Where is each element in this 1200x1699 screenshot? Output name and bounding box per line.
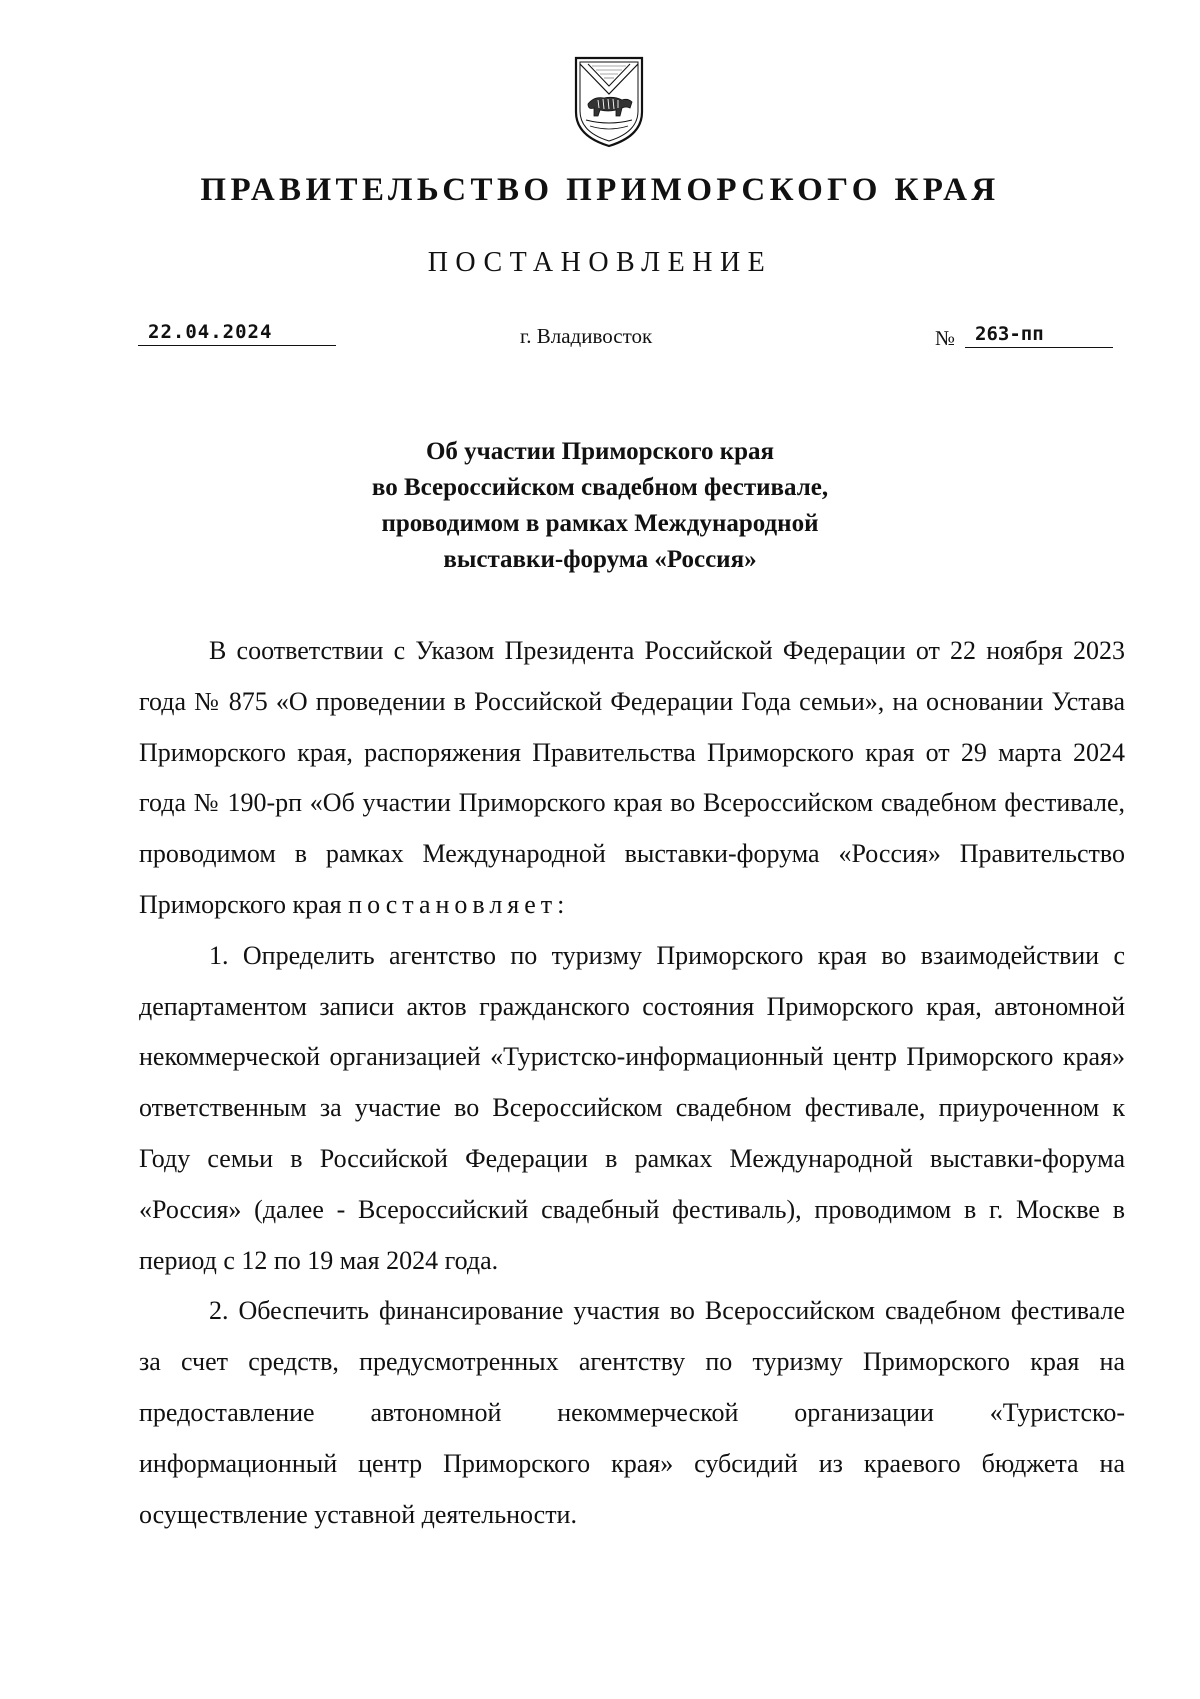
document-type: ПОСТАНОВЛЕНИЕ xyxy=(427,247,773,278)
document-number-field xyxy=(935,322,1115,348)
preamble-paragraph xyxy=(139,626,1125,931)
item-paragraph: 2. Обеспечить финансирование участия во Всероссийском свадебном фестивале за счет средств, предусмотренных агентству по туризму Приморского края на предоставление автономной некоммерческой организации «Туристско-информационный центр Приморского края» субсидий из краевого бюджета на осуществление уставной деятельности. xyxy=(139,1296,1125,1529)
number-sign: № xyxy=(935,326,956,350)
document-body xyxy=(139,626,1125,1540)
organization-title: ПРАВИТЕЛЬСТВО ПРИМОРСКОГО КРАЯ xyxy=(200,172,1000,208)
subject-line: Об участии Приморского края xyxy=(425,438,775,465)
preamble-text: В соответствии с Указом Президента Российской Федерации от 22 ноября 2023 года № 875 «О проведении в Российской Федерации Года семьи», на основании Устава Приморского края, распоряжения Правительства Приморского края от 29 марта 2024 года № 190-рп «Об участии Приморского края во Всероссийском свадебном фестивале, проводимом в рамках Международной выставки-форума «Россия» Правительство Приморского края xyxy=(139,636,1125,919)
document-subject xyxy=(0,434,1200,578)
subject-line: во Всероссийском свадебном фестивале, xyxy=(371,474,829,501)
document-number: 263-пп xyxy=(965,322,1113,348)
subject-line: проводимом в рамках Международной xyxy=(381,510,819,537)
coat-of-arms-icon xyxy=(572,54,646,150)
document-city: г. Владивосток xyxy=(520,324,653,348)
resolves-word: постановляет: xyxy=(348,889,570,919)
subject-line: выставки-форума «Россия» xyxy=(443,546,757,573)
document-date: 22.04.2024 xyxy=(138,320,336,346)
item-paragraph: 1. Определить агентство по туризму Приморского края во взаимодействии с департаментом записи актов гражданского состояния Приморского края, автономной некоммерческой организацией «Туристско-информационный центр Приморского края» ответственным за участие во Всероссийском свадебном фестивале, приуроченном к Году семьи в Российской Федерации в рамках Международной выставки-форума «Россия» (далее - Всероссийский свадебный фестиваль), проводимом в г. Москве в период с 12 по 19 мая 2024 года. xyxy=(139,940,1125,1275)
